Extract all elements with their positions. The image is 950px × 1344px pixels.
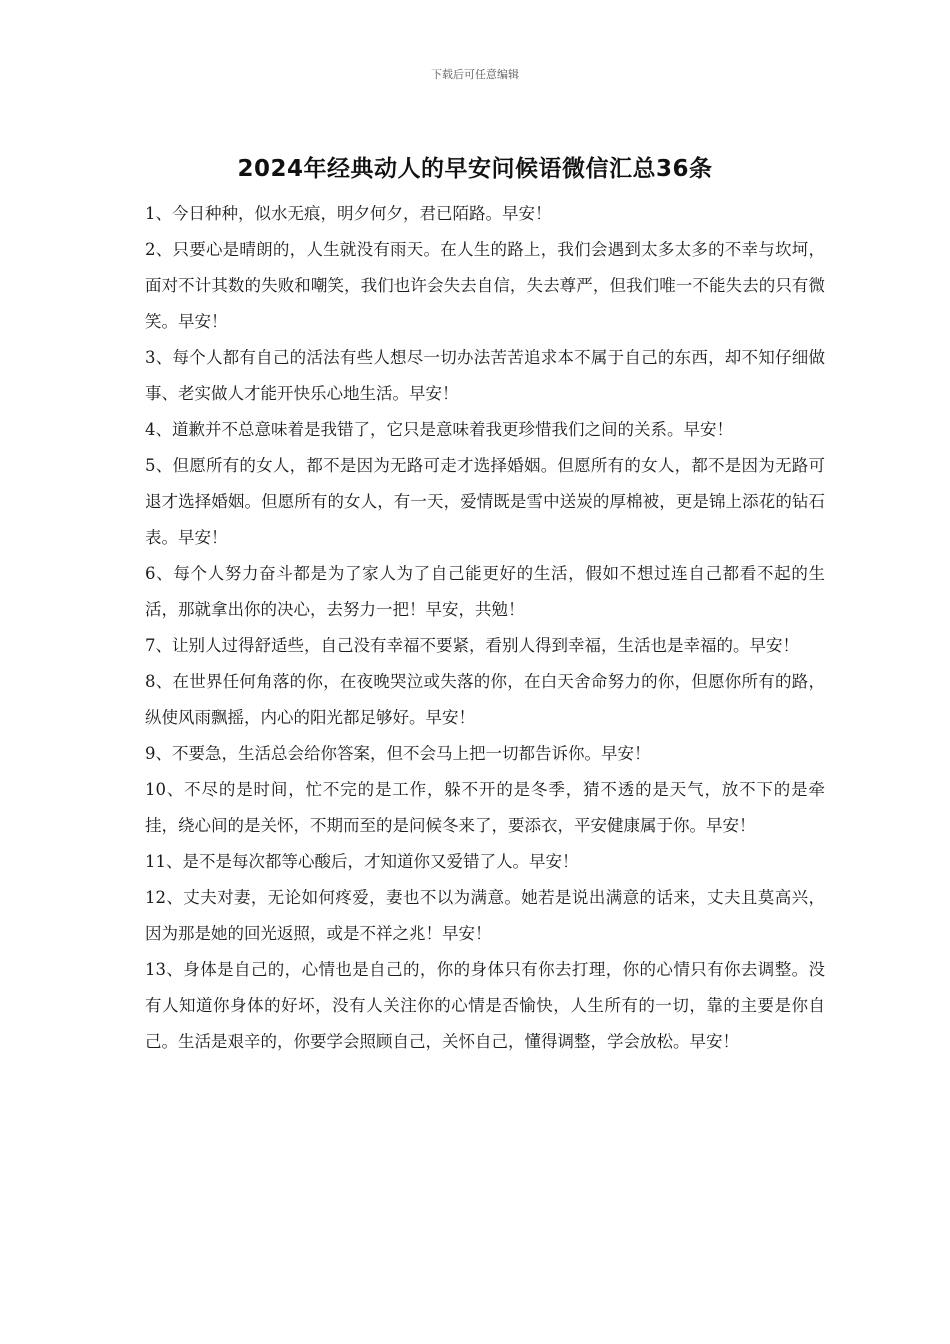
document-body <box>145 196 825 1060</box>
paragraph-11: 11、是不是每次都等心酸后，才知道你又爱错了人。早安！ <box>145 852 579 871</box>
header-note: 下载后可任意编辑 <box>431 68 519 81</box>
paragraph-6: 6、每个人努力奋斗都是为了家人为了自己能更好的生活，假如不想过连自己都看不起的生活，那就拿出你的决心，去努力一把！早安，共勉！ <box>145 564 825 619</box>
paragraph-4: 4、道歉并不总意味着是我错了，它只是意味着我更珍惜我们之间的关系。早安！ <box>145 420 733 439</box>
paragraph-1: 1、今日种种，似水无痕，明夕何夕，君已陌路。早安！ <box>145 204 552 223</box>
document-title: 2024年经典动人的早安问候语微信汇总36条 <box>237 156 713 182</box>
paragraph-10: 10、不尽的是时间，忙不完的是工作，躲不开的是冬季，猜不透的是天气，放不下的是牵挂，绕心间的是关怀，不期而至的是问候冬来了，要添衣，平安健康属于你。早安！ <box>145 780 825 835</box>
paragraph-9: 9、不要急，生活总会给你答案，但不会马上把一切都告诉你。早安！ <box>145 744 651 763</box>
paragraph-7: 7、让别人过得舒适些，自己没有幸福不要紧，看别人得到幸福，生活也是幸福的。早安！ <box>145 636 799 655</box>
paragraph-5: 5、但愿所有的女人，都不是因为无路可走才选择婚姻。但愿所有的女人，都不是因为无路可退才选择婚姻。但愿所有的女人，有一天，爱情既是雪中送炭的厚棉被，更是锦上添花的钻石表。早安！ <box>145 456 825 547</box>
paragraph-13: 13、身体是自己的，心情也是自己的，你的身体只有你去打理，你的心情只有你去调整。没有人知道你身体的好坏，没有人关注你的心情是否愉快，人生所有的一切，靠的主要是你自己。生活是艰辛的，你要学会照顾自己，关怀自己，懂得调整，学会放松。早安！ <box>145 960 825 1051</box>
paragraph-3: 3、每个人都有自己的活法有些人想尽一切办法苦苦追求本不属于自己的东西，却不知仔细做事、老实做人才能开快乐心地生活。早安！ <box>145 348 825 403</box>
paragraph-8: 8、在世界任何角落的你，在夜晚哭泣或失落的你，在白天舍命努力的你，但愿你所有的路， 纵使风雨飘摇，内心的阳光都足够好。早安！ <box>145 672 825 727</box>
paragraph-2: 2、只要心是晴朗的，人生就没有雨天。在人生的路上，我们会遇到太多太多的不幸与坎坷，面对不计其数的失败和嘲笑，我们也许会失去自信，失去尊严，但我们唯一不能失去的只有微笑。早安！ <box>145 240 825 331</box>
paragraph-12: 12、丈夫对妻，无论如何疼爱，妻也不以为满意。她若是说出满意的话来，丈夫且莫高兴，因为那是她的回光返照，或是不祥之兆！早安！ <box>145 888 825 943</box>
